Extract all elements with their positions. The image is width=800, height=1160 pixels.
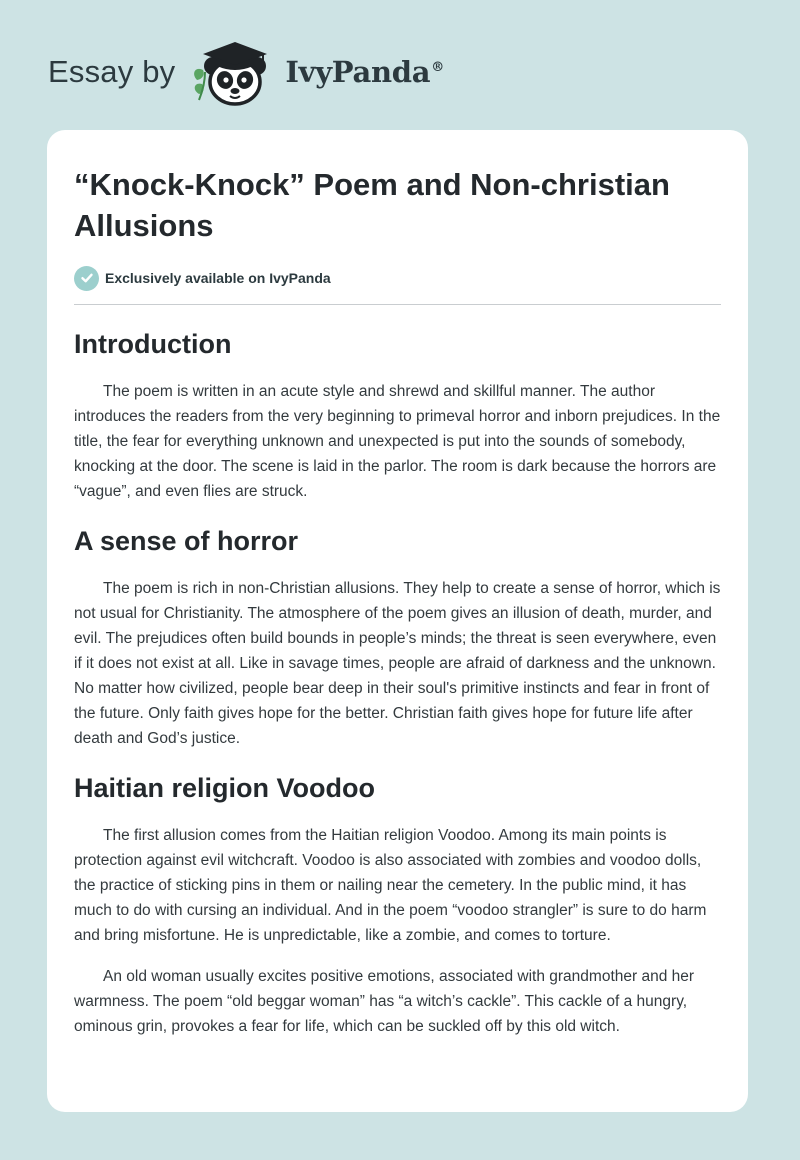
exclusive-badge-label: Exclusively available on IvyPanda <box>105 270 331 286</box>
paragraph: The poem is rich in non-Christian allusions. They help to create a sense of horror, which is not usual for Christianity. The atmosphere of the poem gives an illusion of death, murder, and evil. The prejudices often build bounds in people’s minds; the threat is seen everywhere, even if it does not exist at all. Like in savage times, people are afraid of darkness and the unknown. No matter how civilized, people bear deep in their soul's primitive instincts and fear in front of the future. Only faith gives hope for the better. Christian faith gives hope for future life after death and God’s justice. <box>74 580 721 747</box>
essay-by-label: Essay by <box>48 54 176 89</box>
section-heading-introduction: Introduction <box>74 329 232 359</box>
panda-logo-icon[interactable] <box>189 36 281 108</box>
paragraph: The first allusion comes from the Haitian religion Voodoo. Among its main points is protection against evil witchcraft. Voodoo is also associated with zombies and voodoo dolls, the practice of sticking pins in them or nailing near the cemetery. In the public mind, it has much to do with cursing an individual. And in the poem “voodoo strangler” is sure to do harm and bring misfortune. He is unpredictable, like a zombie, and comes to torture. <box>74 827 707 944</box>
essay-card <box>47 130 748 1112</box>
exclusive-badge <box>74 265 721 291</box>
section-heading-haitian-voodoo: Haitian religion Voodoo <box>74 773 375 803</box>
paragraph: An old woman usually excites positive emotions, associated with grandmother and her warmness. The poem “old beggar woman” has “a witch’s cackle”. This cackle of a hungry, ominous grin, provokes a fear for life, which can be suckled off by this old witch. <box>74 968 695 1035</box>
check-icon <box>74 266 99 291</box>
paragraph: The poem is written in an acute style and shrewd and skillful manner. The author introduces the readers from the very beginning to primeval horror and inborn prejudices. In the title, the fear for everything unknown and unexpected is put into the sounds of somebody, knocking at the door. The scene is laid in the parlor. The room is dark because the horrors are “vague”, and even flies are struck. <box>74 383 721 500</box>
registered-mark: ® <box>431 60 444 76</box>
section-heading-sense-of-horror: A sense of horror <box>74 526 299 556</box>
brand-name-text: IvyPanda <box>285 55 431 89</box>
title-divider <box>74 304 721 305</box>
essay-title: “Knock-Knock” Poem and Non-christian Allusions <box>74 167 670 243</box>
site-header <box>48 36 444 108</box>
brand-name[interactable] <box>285 55 444 89</box>
